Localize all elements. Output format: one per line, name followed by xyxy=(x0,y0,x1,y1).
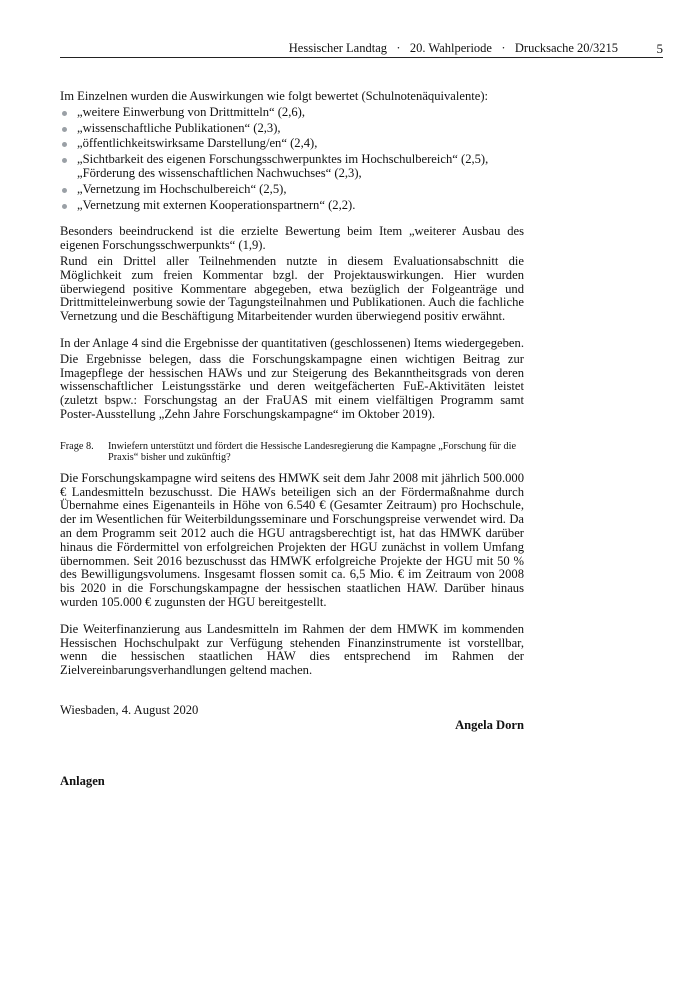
paragraph-annex: In der Anlage 4 sind die Ergebnisse der quantitativen (geschlossenen) Items wiedergegeben. xyxy=(60,335,524,350)
header-title: Hessischer Landtag · 20. Wahlperiode · Drucksache 20/3215 xyxy=(288,41,618,55)
question-text: Inwiefern unterstützt und fördert die Hessische Landesregierung die Kampagne „Forschung für die Praxis“ bisher und zukünftig? xyxy=(108,440,517,464)
place-date: Wiesbaden, 4. August 2020 xyxy=(60,702,199,717)
body-text xyxy=(60,90,524,789)
page-number: 5 xyxy=(656,41,663,56)
bullet-dot-icon xyxy=(62,142,67,147)
paragraph-comments: Rund ein Drittel aller Teilnehmenden nutzte in diesem Evaluationsabschnitt die Möglichkeit zum freien Kommentar bzgl. der Projektauswirkungen. Hier wurden überwiegend positive Kommentare abgegeben, etwa bezüglich der Folgeanträge und Drittmitteleinwerbung sowie der Tagungsteilnahmen und Publikationen. Auch die fachliche Vernetzung und die Beschäftigung Mitarbeitender wurden überwiegend positiv erwähnt. xyxy=(60,253,524,324)
paragraph-funding: Die Forschungskampagne wird seitens des HMWK seit dem Jahr 2008 mit jährlich 500.000 € Landesmitteln bezuschusst. Die HAWs beteiligen sich an der Fördermaßnahme durch Übernahme eines Eigenanteils in Höhe von 6.540 € (Gesamter Zeitraum) pro Hochschule, der im Wesentlichen für Weiterbildungsseminare und Forschungspreise verwendet wird. Da an dem Programm seit 2012 auch die HGU antragsberechtigt ist, hat das HMWK darüber hinaus die Fördermittel von erfolgreichen Projekten der HGU zunächst in vollem Umfang übernommen. Seit 2016 bezuschusst das HMWK erfolgreiche Projekte der HGU mit 50 % des Bewilligungsvolumens. Insgesamt flossen somit ca. 6,5 Mio. € im Zeitraum von 2008 bis 2020 in die Forschungskampagne der hessischen staatlichen HAW. Darüber hinaus wurden 105.000 € zugunsten der HGU bereitgestellt. xyxy=(60,470,524,609)
appendix-heading: Anlagen xyxy=(60,774,105,789)
bullet-dot-icon xyxy=(62,111,67,116)
bullet-dot-icon xyxy=(62,204,67,209)
paragraph-results: Die Ergebnisse belegen, dass die Forschungskampagne einen wichtigen Beitrag zur Imagepflege der hessischen HAWs und zur Steigerung des Bekanntheitsgrads von deren wissenschaftlicher Leistungsstärke und deren weitgefächerten FuE-Aktivitäten leistet (zuletzt bspw.: Forschungstag an der FraUAS mit einem vielfältigen Programm samt Poster-Ausstellung „Zehn Jahre Forschungskampagne“ im Oktober 2019). xyxy=(60,351,524,421)
rating-list xyxy=(60,106,524,213)
question-label: Frage 8. xyxy=(60,440,94,452)
signer-name: Angela Dorn xyxy=(455,717,524,732)
header-divider xyxy=(60,57,663,58)
paragraph-outlook: Die Weiterfinanzierung aus Landesmitteln im Rahmen der dem HMWK im kommenden Hessischen Hochschulpakt zur Verfügung stehenden Finanzinstrumente ist vorstellbar, wenn die hessischen staatlichen HAW dies entsprechend im Rahmen der Zielvereinbarungsverhandlungen geltend machen. xyxy=(60,621,524,678)
bullet-dot-icon xyxy=(62,127,67,132)
list-item: „Vernetzung mit externen Kooperationspartnern“ (2,2). xyxy=(60,199,524,213)
list-item: „weitere Einwerbung von Drittmitteln“ (2,6), xyxy=(60,106,524,120)
question-block xyxy=(60,441,524,464)
bullet-dot-icon xyxy=(62,158,67,163)
list-item: „Sichtbarkeit des eigenen Forschungsschwerpunktes im Hochschulbereich“ (2,5), „Förderung des wissenschaftlichen Nachwuchses“ (2,3), xyxy=(60,153,524,181)
list-item: „öffentlichkeitswirksame Darstellung/en“ (2,4), xyxy=(60,137,524,151)
paragraph-highlight: Besonders beeindruckend ist die erzielte Bewertung beim Item „weiterer Ausbau des eigenen Forschungsschwerpunkts“ (1,9). xyxy=(60,224,524,253)
bullet-dot-icon xyxy=(62,188,67,193)
list-item: „wissenschaftliche Publikationen“ (2,3), xyxy=(60,122,524,136)
intro-sentence: Im Einzelnen wurden die Auswirkungen wie folgt bewertet (Schulnotenäquivalente): xyxy=(60,89,489,103)
list-item: „Vernetzung im Hochschulbereich“ (2,5), xyxy=(60,183,524,197)
running-header xyxy=(60,41,663,57)
